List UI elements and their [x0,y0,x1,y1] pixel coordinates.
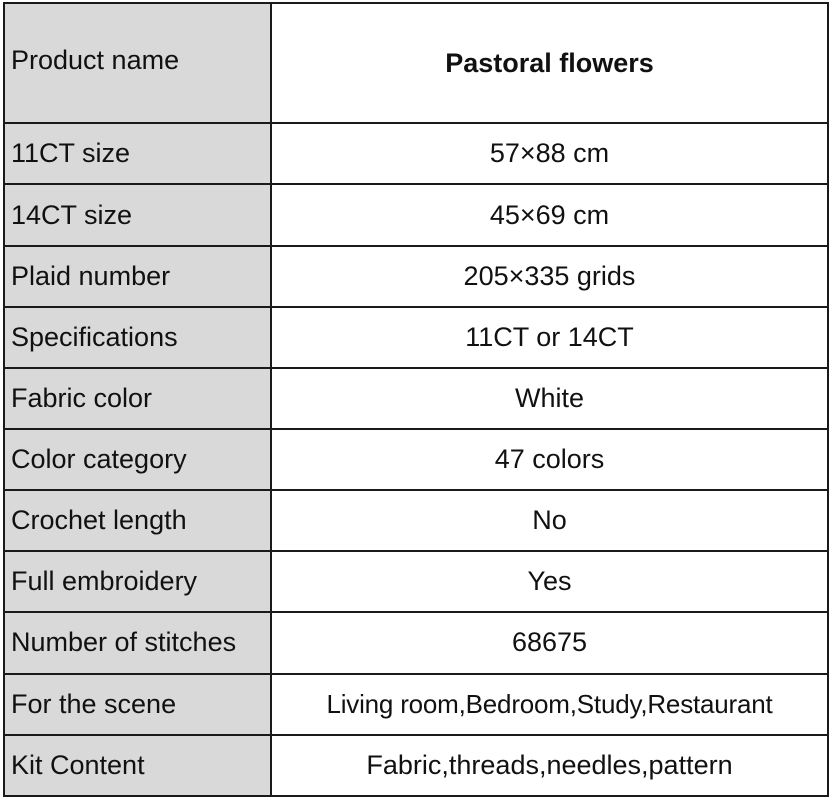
spec-label-color-category: Color category [4,429,271,490]
spec-value-specifications: 11CT or 14CT [271,307,828,368]
spec-label-crochet-length: Crochet length [4,490,271,551]
spec-value-color-category: 47 colors [271,429,828,490]
table-row-for-the-scene [4,674,828,735]
spec-label-number-of-stitches: Number of stitches [4,612,271,673]
table-row-fabric-color [4,368,828,429]
table-row-crochet-length [4,490,828,551]
spec-value-number-of-stitches: 68675 [271,612,828,673]
spec-value-full-embroidery: Yes [271,551,828,612]
spec-value-fabric-color: White [271,368,828,429]
table-row-plaid-number [4,246,828,307]
spec-label-plaid-number: Plaid number [4,246,271,307]
spec-label-for-the-scene: For the scene [4,674,271,735]
spec-value-for-the-scene: Living room,Bedroom,Study,Restaurant [271,674,828,735]
table-row-full-embroidery [4,551,828,612]
spec-label-specifications: Specifications [4,307,271,368]
spec-label-14ct-size: 14CT size [4,184,271,245]
spec-label-fabric-color: Fabric color [4,368,271,429]
spec-value-14ct-size: 45×69 cm [271,184,828,245]
product-name-label: Product name [4,3,271,123]
table-row-specifications [4,307,828,368]
spec-label-full-embroidery: Full embroidery [4,551,271,612]
spec-value-kit-content: Fabric,threads,needles,pattern [271,735,828,796]
spec-value-11ct-size: 57×88 cm [271,123,828,184]
table-row-number-of-stitches [4,612,828,673]
table-row-product-name [4,3,828,123]
product-spec-table [3,2,829,797]
table-row-14ct-size [4,184,828,245]
table-row-color-category [4,429,828,490]
table-row-kit-content [4,735,828,796]
table-row-11ct-size [4,123,828,184]
spec-value-plaid-number: 205×335 grids [271,246,828,307]
spec-label-kit-content: Kit Content [4,735,271,796]
spec-label-11ct-size: 11CT size [4,123,271,184]
spec-value-crochet-length: No [271,490,828,551]
product-name-value: Pastoral flowers [271,3,828,123]
